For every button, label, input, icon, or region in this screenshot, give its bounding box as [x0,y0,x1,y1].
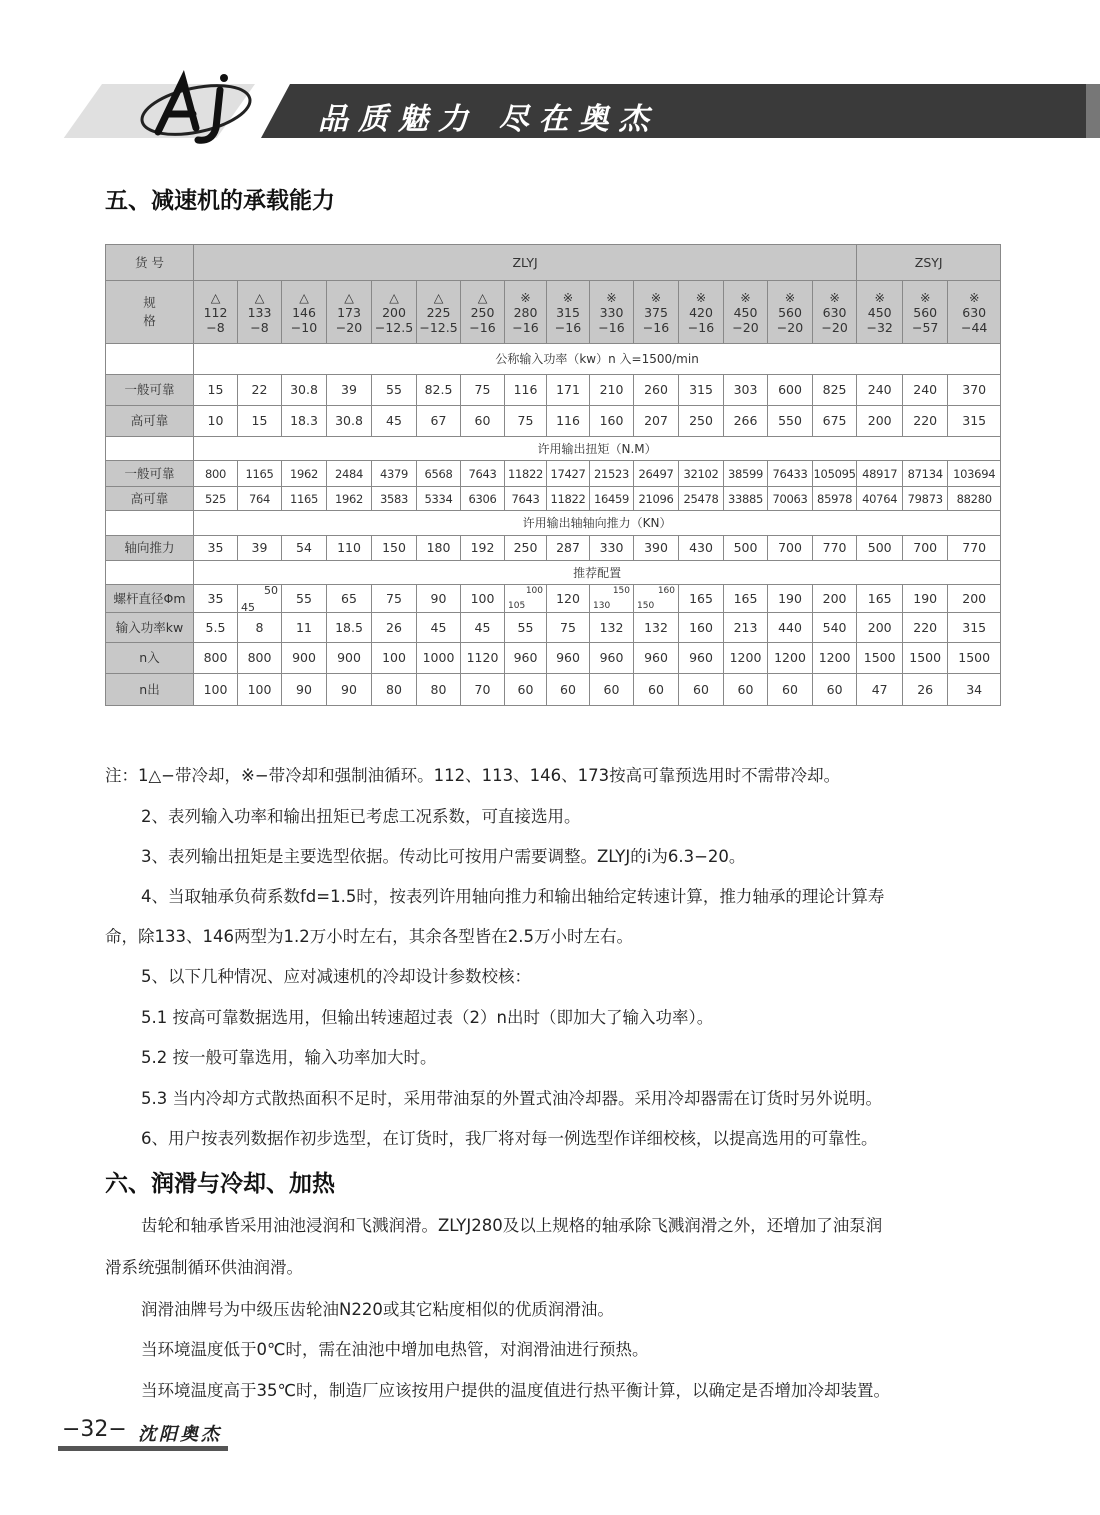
cell-thrust: 250 [505,536,547,561]
spec-ratio: −32 [866,319,893,335]
spec-cell [505,281,547,344]
cell-torque_high: 1962 [327,487,372,511]
cell-input_power: 45 [417,613,461,643]
cell-power_high: 266 [724,406,768,437]
group-zlyj: ZLYJ [194,245,857,281]
spec-mark: △ [254,289,265,305]
cell-power_high: 45 [372,406,417,437]
cell-screw: 90 [417,585,461,613]
cell-n_in: 960 [547,643,590,674]
cell-power_high: 60 [461,406,505,437]
cell-torque_high: 25478 [679,487,724,511]
spec-cell [547,281,590,344]
cell-screw: 165 [679,585,724,613]
spec-mark: ※ [919,289,931,305]
spec-size: 173 [337,304,361,320]
section6-line: 齿轮和轴承皆采用油池浸润和飞溅润滑。ZLYJ280及以上规格的轴承除飞溅润滑之外，还增加了油泵润 [141,1216,883,1235]
cell-power_general: 22 [238,375,282,406]
spec-ratio: −57 [911,319,939,335]
cell-n_out: 80 [417,674,461,706]
cell-n_in: 1000 [417,643,461,674]
spec-ratio: −10 [290,319,318,335]
cell-n_in: 800 [194,643,238,674]
cell-torque_general: 1165 [238,461,282,487]
cell-n_out: 100 [194,674,238,706]
spec-mark: ※ [520,289,531,305]
cell-thrust: 35 [194,536,238,561]
cell-input_power: 132 [590,613,634,643]
cell-thrust: 430 [679,536,724,561]
spec-mark: ※ [740,289,751,305]
cell-n_in: 1500 [857,643,903,674]
cell-thrust: 39 [238,536,282,561]
spec-mark: ※ [874,289,885,305]
spec-size: 280 [513,304,538,320]
row-label-power_general: 一般可靠 [106,375,194,406]
spec-size: 146 [292,304,316,320]
split-top-value: 150 [637,600,655,611]
cell-power_high: 10 [194,406,238,437]
spec-cell [948,281,1001,344]
note-line: 4、当取轴承负荷系数fd=1.5时，按表列许用轴向推力和输出轴给定转速计算，推力轴承的理论计算寿 [141,887,885,906]
split-bottom-value: 50 [264,583,278,597]
cell-n_in: 960 [590,643,634,674]
note-line: 5、以下几种情况、应对减速机的冷却设计参数校核： [141,967,531,986]
cell-power_high: 75 [505,406,547,437]
row-label-thrust: 轴向推力 [106,536,194,561]
spec-cell [238,281,282,344]
note-line: 6、用户按表列数据作初步选型，在订货时，我厂将对每一例选型作详细校核，以提高选用的可靠性。 [141,1129,878,1148]
note-line: 2、表列输入功率和输出扭矩已考虑工况系数，可直接选用。 [141,807,581,826]
cell-power_high: 200 [857,406,903,437]
cell-power_general: 600 [768,375,813,406]
cell-thrust: 192 [461,536,505,561]
header-slogan: 品质魅力 尽在奥杰 [318,102,659,137]
cell-thrust: 700 [903,536,948,561]
spec-mark: △ [210,289,221,305]
row-label-input_power: 输入功率kw [106,613,194,643]
cell-screw: 165 [724,585,768,613]
sub-label-empty [106,344,194,375]
cell-input_power: 220 [903,613,948,643]
spec-mark: △ [389,289,399,305]
spec-mark: △ [344,289,354,305]
cell-torque_high: 21096 [634,487,679,511]
cell-torque_high: 16459 [590,487,634,511]
cell-torque_general: 21523 [590,461,634,487]
cell-torque_general: 1962 [282,461,327,487]
cell-n_out: 80 [372,674,417,706]
cell-n_out: 60 [813,674,857,706]
spec-cell [813,281,857,344]
cell-power_general: 39 [327,375,372,406]
spec-cell [461,281,505,344]
spec-ratio: −12.5 [374,319,414,335]
spec-ratio: −44 [960,319,988,335]
footer-bar [58,1446,228,1451]
cell-power_general: 825 [813,375,857,406]
section6-line: 当环境温度高于35℃时，制造厂应该按用户提供的温度值进行热平衡计算，以确定是否增加冷却装置。 [141,1381,891,1400]
cell-n_out: 90 [282,674,327,706]
cell-input_power: 55 [505,613,547,643]
cell-thrust: 500 [857,536,903,561]
sub-label-empty [106,511,194,536]
cell-torque_general: 17427 [547,461,590,487]
label-product: 货 号 [106,245,194,281]
spec-cell [634,281,679,344]
cell-power_high: 220 [903,406,948,437]
split-top-value: 105 [508,600,526,611]
spec-size: 225 [426,304,451,320]
spec-size: 560 [913,304,938,320]
row-label-screw: 螺杆直径Φm [106,585,194,613]
spec-size: 560 [778,304,802,320]
spec-size: 450 [867,304,892,320]
split-top-value: 130 [593,600,611,611]
cell-thrust: 500 [724,536,768,561]
cell-input_power: 200 [857,613,903,643]
sub-label-empty [106,561,194,585]
cell-power_high: 15 [238,406,282,437]
cell-torque_high: 1165 [282,487,327,511]
cell-power_general: 171 [547,375,590,406]
cell-input_power: 132 [634,613,679,643]
sub-header-sub_config: 推荐配置 [194,561,1001,585]
cell-n_in: 1200 [724,643,768,674]
cell-power_general: 15 [194,375,238,406]
sub-header-sub_power: 公称输入功率（kw）n 入=1500/min [194,344,1001,375]
spec-size: 250 [470,304,495,320]
split-top-value: 45 [241,600,255,614]
spec-ratio: −20 [732,319,759,335]
note-line: 命，除133、146两型为1.2万小时左右，其余各型皆在2.5万小时左右。 [105,927,633,946]
cell-torque_general: 103694 [948,461,1001,487]
cell-screw: 35 [194,585,238,613]
spec-cell [372,281,417,344]
cell-torque_high: 6306 [461,487,505,511]
cell-input_power: 45 [461,613,505,643]
row-label-torque_general: 一般可靠 [106,461,194,487]
cell-input_power: 213 [724,613,768,643]
row-label-n_out: n出 [106,674,194,706]
cell-torque_high: 11822 [547,487,590,511]
spec-cell [724,281,768,344]
cell-n_out: 60 [634,674,679,706]
cell-n_out: 70 [461,674,505,706]
cell-torque_high: 764 [238,487,282,511]
cell-input_power: 75 [547,613,590,643]
cell-power_high: 67 [417,406,461,437]
cell-power_general: 30.8 [282,375,327,406]
cell-torque_general: 4379 [372,461,417,487]
spec-cell [417,281,461,344]
note-line: 5.3 当内冷却方式散热面积不足时，采用带油泵的外置式油冷却器。采用冷却器需在订货时另外说明。 [141,1089,882,1108]
cell-power_general: 240 [857,375,903,406]
cell-thrust: 330 [590,536,634,561]
section6-line: 当环境温度低于0℃时，需在油池中增加电热管，对润滑油进行预热。 [141,1340,649,1359]
cell-power_general: 370 [948,375,1001,406]
spec-mark: △ [299,289,309,305]
cell-n_out: 100 [238,674,282,706]
cell-power_high: 207 [634,406,679,437]
spec-ratio: −16 [598,319,625,335]
spec-ratio: −12.5 [419,319,458,335]
cell-torque_general: 48917 [857,461,903,487]
spec-size: 133 [247,304,272,320]
header-banner-edge [1086,84,1100,138]
cell-input_power: 11 [282,613,327,643]
cell-power_high: 116 [547,406,590,437]
cell-n_in: 1200 [813,643,857,674]
cell-torque_high: 70063 [768,487,813,511]
cell-n_in: 1500 [948,643,1001,674]
cell-screw: 190 [903,585,948,613]
spec-mark: ※ [968,289,980,305]
cell-thrust: 110 [327,536,372,561]
cell-torque_high: 40764 [857,487,903,511]
cell-screw [238,585,282,613]
cell-torque_high: 88280 [948,487,1001,511]
spec-mark: ※ [606,289,617,305]
cell-power_general: 315 [679,375,724,406]
cell-n_out: 60 [679,674,724,706]
cell-power_general: 303 [724,375,768,406]
cell-power_high: 30.8 [327,406,372,437]
cell-n_in: 1120 [461,643,505,674]
cell-n_out: 60 [768,674,813,706]
sub-header-sub_torque: 许用输出扭矩（N.M） [194,437,1001,461]
cell-torque_high: 7643 [505,487,547,511]
spec-cell [857,281,903,344]
section6-line: 滑系统强制循环供油润滑。 [105,1258,303,1277]
cell-n_in: 900 [282,643,327,674]
load-capacity-table [105,244,1001,706]
spec-mark: △ [433,289,444,305]
spec-cell [327,281,372,344]
cell-torque_high: 79873 [903,487,948,511]
section6-title: 六、润滑与冷却、加热 [105,1171,335,1197]
cell-torque_general: 32102 [679,461,724,487]
section6-line: 润滑油牌号为中级压齿轮油N220或其它粘度相似的优质润滑油。 [141,1300,614,1319]
cell-n_in: 900 [327,643,372,674]
note-line: 5.2 按一般可靠选用，输入功率加大时。 [141,1048,437,1067]
cell-torque_general: 38599 [724,461,768,487]
cell-power_high: 160 [590,406,634,437]
cell-screw: 55 [282,585,327,613]
spec-mark: ※ [562,289,574,305]
cell-input_power: 440 [768,613,813,643]
cell-input_power: 160 [679,613,724,643]
spec-mark: ※ [695,289,707,305]
cell-n_out: 26 [903,674,948,706]
cell-torque_general: 7643 [461,461,505,487]
cell-power_high: 675 [813,406,857,437]
cell-torque_general: 11822 [505,461,547,487]
cell-power_general: 210 [590,375,634,406]
row-label-power_high: 高可靠 [106,406,194,437]
cell-n_out: 60 [547,674,590,706]
spec-mark: △ [477,289,488,305]
spec-cell [679,281,724,344]
spec-ratio: −20 [821,319,848,335]
sub-header-sub_thrust: 许用输出轴轴向推力（KN） [194,511,1001,536]
cell-n_out: 60 [505,674,547,706]
cell-n_in: 100 [372,643,417,674]
cell-power_high: 550 [768,406,813,437]
spec-cell [282,281,327,344]
spec-ratio: −20 [335,319,363,335]
spec-ratio: −8 [250,319,269,335]
cell-torque_high: 525 [194,487,238,511]
cell-power_general: 116 [505,375,547,406]
note-line: 3、表列输出扭矩是主要选型依据。传动比可按用户需要调整。ZLYJ的i为6.3−20。 [141,847,746,866]
cell-screw: 65 [327,585,372,613]
spec-ratio: −16 [469,319,496,335]
cell-power_general: 260 [634,375,679,406]
split-bottom-value: 160 [657,585,675,596]
cell-power_high: 18.3 [282,406,327,437]
cell-input_power: 8 [238,613,282,643]
cell-n_out: 60 [590,674,634,706]
row-label-torque_high: 高可靠 [106,487,194,511]
cell-torque_high: 33885 [724,487,768,511]
spec-size: 630 [962,304,987,320]
cell-n_in: 960 [679,643,724,674]
split-bottom-value: 100 [525,585,543,596]
cell-thrust: 770 [813,536,857,561]
cell-screw [634,585,679,613]
spec-ratio: −16 [512,319,539,335]
cell-n_out: 60 [724,674,768,706]
spec-ratio: −16 [687,319,715,335]
split-bottom-value: 150 [612,585,630,596]
cell-thrust: 54 [282,536,327,561]
spec-ratio: −8 [206,319,225,335]
cell-screw: 200 [813,585,857,613]
sub-label-empty [106,437,194,461]
footer-company: 沈阳奥杰 [138,1424,222,1445]
cell-power_general: 82.5 [417,375,461,406]
spec-cell [903,281,948,344]
spec-mark: ※ [784,289,796,305]
cell-torque_general: 800 [194,461,238,487]
cell-torque_general: 87134 [903,461,948,487]
cell-power_high: 250 [679,406,724,437]
cell-n_out: 90 [327,674,372,706]
cell-screw: 165 [857,585,903,613]
cell-screw: 75 [372,585,417,613]
cell-n_in: 960 [634,643,679,674]
spec-ratio: −16 [554,319,582,335]
cell-n_in: 800 [238,643,282,674]
cell-n_in: 1500 [903,643,948,674]
spec-size: 420 [689,304,713,320]
spec-size: 315 [556,304,580,320]
cell-screw: 100 [461,585,505,613]
cell-thrust: 390 [634,536,679,561]
cell-n_in: 1200 [768,643,813,674]
label-spec: 规 格 [106,281,194,344]
cell-power_high: 315 [948,406,1001,437]
cell-torque_general: 76433 [768,461,813,487]
cell-screw [505,585,547,613]
spec-size: 200 [382,304,406,320]
note-line: 注：1△−带冷却，※−带冷却和强制油循环。112、113、146、173按高可靠预选用时不需带冷却。 [105,766,841,785]
spec-mark: ※ [829,289,840,305]
cell-power_general: 240 [903,375,948,406]
cell-power_general: 55 [372,375,417,406]
cell-screw: 120 [547,585,590,613]
cell-input_power: 26 [372,613,417,643]
cell-screw [590,585,634,613]
cell-thrust: 180 [417,536,461,561]
cell-screw: 200 [948,585,1001,613]
cell-n_out: 34 [948,674,1001,706]
spec-size: 630 [822,304,847,320]
spec-size: 450 [733,304,758,320]
cell-thrust: 700 [768,536,813,561]
page-number: −32− [62,1417,127,1442]
spec-ratio: −16 [642,319,670,335]
cell-torque_general: 2484 [327,461,372,487]
company-logo [138,70,258,148]
cell-thrust: 287 [547,536,590,561]
cell-thrust: 150 [372,536,417,561]
cell-torque_high: 5334 [417,487,461,511]
spec-size: 375 [644,304,668,320]
cell-n_out: 47 [857,674,903,706]
spec-ratio: −20 [776,319,804,335]
spec-size: 330 [599,304,624,320]
cell-torque_general: 26497 [634,461,679,487]
cell-input_power: 18.5 [327,613,372,643]
spec-size: 112 [203,304,228,320]
spec-mark: ※ [650,289,662,305]
spec-cell [590,281,634,344]
cell-torque_general: 105095 [813,461,857,487]
cell-n_in: 960 [505,643,547,674]
cell-input_power: 540 [813,613,857,643]
cell-input_power: 5.5 [194,613,238,643]
cell-thrust: 770 [948,536,1001,561]
cell-power_general: 75 [461,375,505,406]
cell-input_power: 315 [948,613,1001,643]
cell-screw: 190 [768,585,813,613]
section5-title: 五、减速机的承载能力 [105,188,335,214]
cell-torque_high: 85978 [813,487,857,511]
cell-torque_high: 3583 [372,487,417,511]
spec-cell [768,281,813,344]
row-label-n_in: n入 [106,643,194,674]
note-line: 5.1 按高可靠数据选用，但输出转速超过表（2）n出时（即加大了输入功率）。 [141,1008,714,1027]
group-zsyj: ZSYJ [857,245,1001,281]
spec-cell [194,281,238,344]
cell-torque_general: 6568 [417,461,461,487]
